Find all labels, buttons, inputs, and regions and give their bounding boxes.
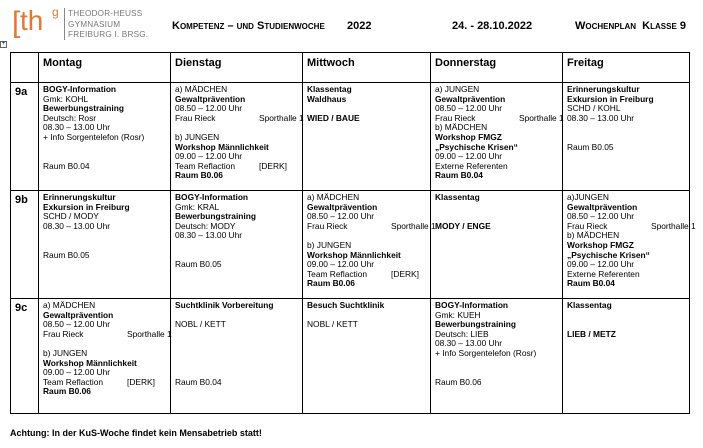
- cell-line: [567, 330, 687, 340]
- logo-line-2: GYMNASIUM: [68, 19, 121, 29]
- cell-text: Gewaltprävention: [567, 201, 638, 212]
- cell-line: [307, 114, 427, 124]
- cell-text: 09.00 – 12.00 Uhr: [567, 259, 635, 270]
- cell-text: WIED / BAUE: [307, 112, 360, 123]
- cell-location: Sporthalle 1: [259, 112, 304, 123]
- cell-line: [435, 203, 559, 213]
- class-label-1: 9b: [15, 194, 28, 206]
- cell-line: [435, 222, 559, 232]
- cell-text: 08.30 – 13.00 Uhr: [567, 112, 635, 123]
- cell-text: Frau Rieck: [435, 112, 476, 123]
- cell-line: [175, 320, 299, 330]
- cell-text: 08.30 – 13.00 Uhr: [43, 122, 111, 133]
- cell-text: Raum B0.06: [307, 278, 355, 289]
- cell-text: BOGY-Information: [435, 300, 509, 310]
- cell-line: [567, 114, 687, 124]
- cell-line: [175, 171, 299, 181]
- document-year: 2022: [347, 20, 372, 32]
- cell-text: 08.30 – 13.00 Uhr: [435, 338, 503, 349]
- cell-text: Besuch Suchtklinik: [307, 300, 385, 310]
- cell-text: Deutsch: MODY: [175, 220, 236, 231]
- cell-line: [307, 220, 436, 232]
- week-dates: 24. - 28.10.2022: [452, 20, 533, 32]
- cell-line: [175, 241, 299, 251]
- row-divider: [11, 82, 689, 83]
- cell-text: 08.50 – 12.00 Uhr: [435, 103, 503, 114]
- cell-text: Team Reflaction: [175, 160, 236, 171]
- cell-line: [175, 339, 299, 349]
- cell-line: [567, 279, 687, 289]
- cell-line: [307, 279, 427, 289]
- schedule-cell: [567, 192, 696, 289]
- cell-text: a)JUNGEN: [567, 192, 609, 202]
- cell-location: Sporthalle 1: [127, 328, 172, 339]
- logo-line-3: FREIBURG I. BRSG.: [68, 30, 149, 39]
- column-divider: [38, 53, 39, 413]
- cell-text: Erinnerungskultur: [567, 84, 640, 94]
- logo-separator: [64, 8, 65, 40]
- document-title: Kompetenz – und Studienwoche: [172, 20, 325, 32]
- cell-text: Raum B0.04: [567, 278, 615, 289]
- cell-line: [175, 260, 299, 270]
- cell-text: Gmk: KOHL: [43, 93, 89, 104]
- cell-line: [307, 301, 427, 311]
- cell-line: [435, 359, 559, 369]
- cell-line: [43, 133, 167, 143]
- cell-text: SCHD / KOHL: [567, 103, 621, 114]
- cell-text: Frau Rieck: [175, 112, 216, 123]
- cell-line: [175, 231, 299, 241]
- cell-text: + Info Sorgentelefon (Rosr): [43, 131, 145, 142]
- cell-text: Team Reflaction: [307, 268, 368, 279]
- cell-text: Exkursion in Freiburg: [43, 201, 130, 212]
- logo-th: th: [20, 5, 44, 36]
- cell-line: [435, 193, 559, 203]
- cell-text: BOGY-Information: [175, 192, 249, 202]
- cell-text: Erinnerungskultur: [43, 192, 116, 202]
- logo-line-1: THEODOR-HEUSS: [68, 9, 143, 18]
- cell-line: [43, 231, 167, 241]
- column-divider: [170, 53, 171, 413]
- schedule-cell: [43, 193, 167, 260]
- cell-line: [567, 123, 687, 133]
- cell-line: [567, 311, 687, 321]
- column-divider: [430, 53, 431, 413]
- cell-line: [175, 330, 299, 340]
- cell-text: „Psychische Krisen“: [567, 249, 650, 260]
- cell-line: [43, 222, 167, 232]
- cell-text: Workshop FMGZ: [435, 131, 502, 142]
- cell-text: Gewaltprävention: [43, 309, 114, 320]
- cell-text: a) MÄDCHEN: [307, 192, 360, 202]
- plan-label: Wochenplan Klasse 9: [575, 20, 686, 32]
- cell-text: Raum B0.04: [43, 160, 90, 171]
- cell-text: a) MÄDCHEN: [175, 84, 228, 94]
- cell-text: Klassentag: [435, 192, 480, 202]
- cell-text: Frau Rieck: [43, 328, 84, 339]
- cell-line: [175, 378, 299, 388]
- day-header-1: Dienstag: [175, 57, 222, 69]
- cell-text: Deutsch: LIEB: [435, 328, 489, 339]
- cell-text: Raum B0.05: [43, 249, 90, 260]
- cell-text: Raum B0.05: [175, 259, 222, 270]
- logo-bracket-left: [: [12, 6, 21, 39]
- cell-text: Klassentag: [307, 84, 352, 94]
- cell-line: [567, 301, 687, 311]
- logo-g: g: [52, 5, 59, 19]
- cell-text: Raum B0.04: [175, 376, 222, 387]
- schedule-cell: [175, 301, 299, 387]
- table-move-handle-icon[interactable]: +: [1, 41, 6, 47]
- schedule-cell: [567, 85, 687, 152]
- cell-text: 08.50 – 12.00 Uhr: [175, 103, 243, 114]
- cell-line: [435, 378, 559, 388]
- cell-text: 08.50 – 12.00 Uhr: [43, 319, 111, 330]
- cell-text: 09.00 – 12.00 Uhr: [43, 367, 111, 378]
- cell-text: 08.50 – 12.00 Uhr: [567, 211, 635, 222]
- schedule-cell: [435, 193, 559, 231]
- cell-text: 09.00 – 12.00 Uhr: [435, 151, 503, 162]
- cell-text: Gmk: KRAL: [175, 201, 220, 212]
- schedule-cell: [307, 85, 427, 123]
- cell-text: NOBL / KETT: [307, 319, 358, 330]
- cell-text: 08.30 – 13.00 Uhr: [43, 220, 111, 231]
- cell-text: b) MÄDCHEN: [435, 122, 488, 133]
- cell-text: Externe Referenten: [435, 160, 508, 171]
- cell-text: „Psychische Krisen“: [435, 141, 518, 152]
- footer-note: Achtung: In der KuS-Woche findet kein Mensabetrieb statt!: [10, 428, 262, 438]
- cell-line: [43, 143, 167, 153]
- cell-text: Externe Referenten: [567, 268, 640, 279]
- cell-text: Bewerbungstraining: [43, 103, 124, 114]
- cell-text: Workshop FMGZ: [567, 239, 634, 250]
- cell-location: Sporthalle 1: [651, 220, 696, 231]
- cell-text: 09.00 – 12.00 Uhr: [307, 259, 375, 270]
- schedule-cell: [175, 193, 299, 270]
- cell-location: Sporthalle 1: [519, 112, 564, 123]
- cell-text: b) JUNGEN: [175, 131, 220, 142]
- cell-text: Gewaltprävention: [435, 93, 506, 104]
- cell-text: Gewaltprävention: [307, 201, 378, 212]
- cell-text: Raum B0.05: [567, 141, 614, 152]
- cell-line: [435, 349, 559, 359]
- day-header-4: Freitag: [567, 57, 604, 69]
- row-divider: [11, 298, 689, 299]
- cell-text: 08.30 – 13.00 Uhr: [175, 230, 243, 241]
- column-divider: [302, 53, 303, 413]
- logo-text: [68, 9, 148, 41]
- day-header-0: Montag: [43, 57, 83, 69]
- cell-text: 09.00 – 12.00 Uhr: [175, 151, 243, 162]
- cell-line: [43, 387, 167, 397]
- day-header-2: Mittwoch: [307, 57, 355, 69]
- cell-text: a) MÄDCHEN: [43, 300, 96, 310]
- schedule-cell: [567, 301, 687, 339]
- cell-text: BOGY-Information: [43, 84, 117, 94]
- cell-text: Raum B0.04: [435, 170, 483, 181]
- column-divider: [562, 53, 563, 413]
- cell-text: Exkursion in Freiburg: [567, 93, 654, 104]
- cell-line: [567, 143, 687, 153]
- cell-line: [307, 320, 427, 330]
- cell-text: 08.50 – 12.00 Uhr: [307, 211, 375, 222]
- cell-location: [DERK]: [259, 160, 287, 171]
- cell-line: [175, 349, 299, 359]
- cell-text: b) JUNGEN: [307, 239, 352, 250]
- row-divider: [11, 190, 689, 191]
- schedule-cell: [43, 300, 172, 397]
- schedule-cell: [307, 301, 427, 330]
- cell-text: Raum B0.06: [43, 386, 91, 397]
- cell-line: [175, 301, 299, 311]
- cell-text: Bewerbungstraining: [175, 211, 256, 222]
- cell-line: [435, 171, 559, 181]
- cell-text: Frau Rieck: [307, 220, 348, 231]
- cell-text: Deutsch: Rosr: [43, 112, 97, 123]
- cell-location: Sporthalle 1: [391, 220, 436, 231]
- cell-text: Gmk: KUEH: [435, 309, 481, 320]
- cell-text: SCHD / MODY: [43, 211, 99, 222]
- cell-text: Workshop Männlichkeit: [175, 141, 269, 152]
- day-header-3: Donnerstag: [435, 57, 497, 69]
- schedule-cell: [307, 192, 436, 289]
- cell-location: [DERK]: [127, 376, 155, 387]
- cell-text: NOBL / KETT: [175, 319, 226, 330]
- cell-text: Raum B0.06: [175, 170, 223, 181]
- cell-line: [43, 162, 167, 172]
- school-logo: [12, 5, 149, 42]
- cell-text: Klassentag: [567, 300, 612, 310]
- cell-text: Raum B0.06: [435, 376, 482, 387]
- class-label-2: 9c: [15, 302, 28, 314]
- cell-text: b) MÄDCHEN: [567, 230, 620, 241]
- cell-line: [175, 359, 299, 369]
- class-label-0: 9a: [15, 86, 28, 98]
- cell-text: Suchtklinik Vorbereitung: [175, 300, 274, 310]
- cell-text: Workshop Männlichkeit: [307, 249, 401, 260]
- cell-text: b) JUNGEN: [43, 347, 88, 358]
- cell-line: [175, 112, 304, 124]
- cell-text: Team Reflaction: [43, 376, 104, 387]
- cell-text: Workshop Männlichkeit: [43, 357, 137, 368]
- cell-line: [43, 251, 167, 261]
- cell-text: Frau Rieck: [567, 220, 608, 231]
- cell-line: [43, 328, 172, 340]
- cell-text: LIEB / METZ: [567, 328, 616, 339]
- schedule-cell: [175, 84, 304, 181]
- cell-text: Waldhaus: [307, 93, 347, 104]
- schedule-cell: [435, 84, 564, 181]
- schedule-table: [10, 52, 696, 414]
- cell-location: [DERK]: [391, 268, 419, 279]
- cell-text: MODY / ENGE: [435, 220, 491, 231]
- schedule-cell: [435, 301, 559, 387]
- schedule-cell: [43, 85, 167, 171]
- cell-text: Gewaltprävention: [175, 93, 246, 104]
- cell-text: Bewerbungstraining: [435, 319, 516, 330]
- cell-text: a) JUNGEN: [435, 84, 480, 94]
- cell-text: + Info Sorgentelefon (Rosr): [435, 347, 537, 358]
- cell-line: [307, 95, 427, 105]
